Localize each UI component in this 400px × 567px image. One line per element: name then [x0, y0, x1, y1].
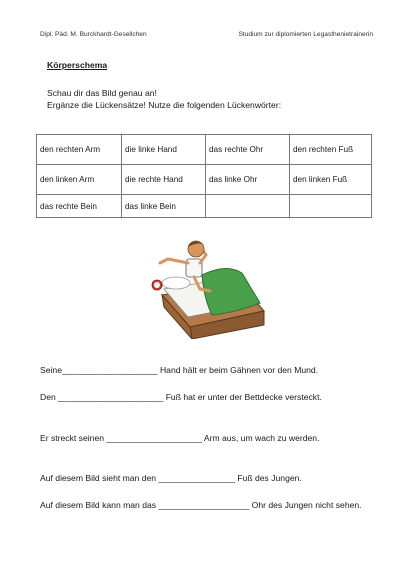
cloze-sentence: Auf diesem Bild sieht man den ________________ Fuß des Jungen. — [40, 473, 302, 483]
word-bank-cell: das rechte Ohr — [206, 135, 290, 165]
word-bank-cell: den rechten Fuß — [290, 135, 372, 165]
boy-stretched-arm — [160, 259, 188, 263]
word-bank-row — [37, 195, 372, 218]
word-bank-cell: das linke Bein — [122, 195, 206, 218]
worksheet-title: Körperschema — [47, 60, 108, 70]
cloze-sentence: Er streckt seinen ____________________ Arm aus, um wach zu werden. — [40, 433, 320, 443]
word-bank-row — [37, 135, 372, 165]
pillow — [162, 277, 190, 289]
word-bank-cell: die linke Hand — [122, 135, 206, 165]
cloze-sentence: Seine____________________ Hand hält er beim Gähnen vor den Mund. — [40, 365, 319, 375]
word-bank-cell: den linken Arm — [37, 165, 122, 195]
word-bank-cell-empty — [290, 195, 372, 218]
header-author: Dipl. Päd. M. Burckhardt-Gesellchen — [40, 31, 147, 38]
cloze-sentence: Den ______________________ Fuß hat er unter der Bettdecke versteckt. — [40, 392, 322, 402]
word-bank-table — [36, 134, 372, 218]
header-course: Studium zur diplomierten Legasthenietrainerin — [238, 31, 373, 38]
word-bank-cell: den linken Fuß — [290, 165, 372, 195]
word-bank-cell: das rechte Bein — [37, 195, 122, 218]
word-bank-cell: den rechten Arm — [37, 135, 122, 165]
instruction-look: Schau dir das Bild genau an! — [47, 88, 157, 98]
word-bank-cell: die rechte Hand — [122, 165, 206, 195]
word-bank-cell-empty — [206, 195, 290, 218]
word-bank-cell: das linke Ohr — [206, 165, 290, 195]
alarm-clock-face — [154, 282, 160, 288]
word-bank-row — [37, 165, 372, 195]
boy-stretching-in-bed-illustration — [144, 233, 268, 339]
cloze-sentence: Auf diesem Bild kann man das ___________________ Ohr des Jungen nicht sehen. — [40, 500, 362, 510]
instruction-fill: Ergänze die Lückensätze! Nutze die folgenden Lückenwörter: — [47, 100, 282, 110]
